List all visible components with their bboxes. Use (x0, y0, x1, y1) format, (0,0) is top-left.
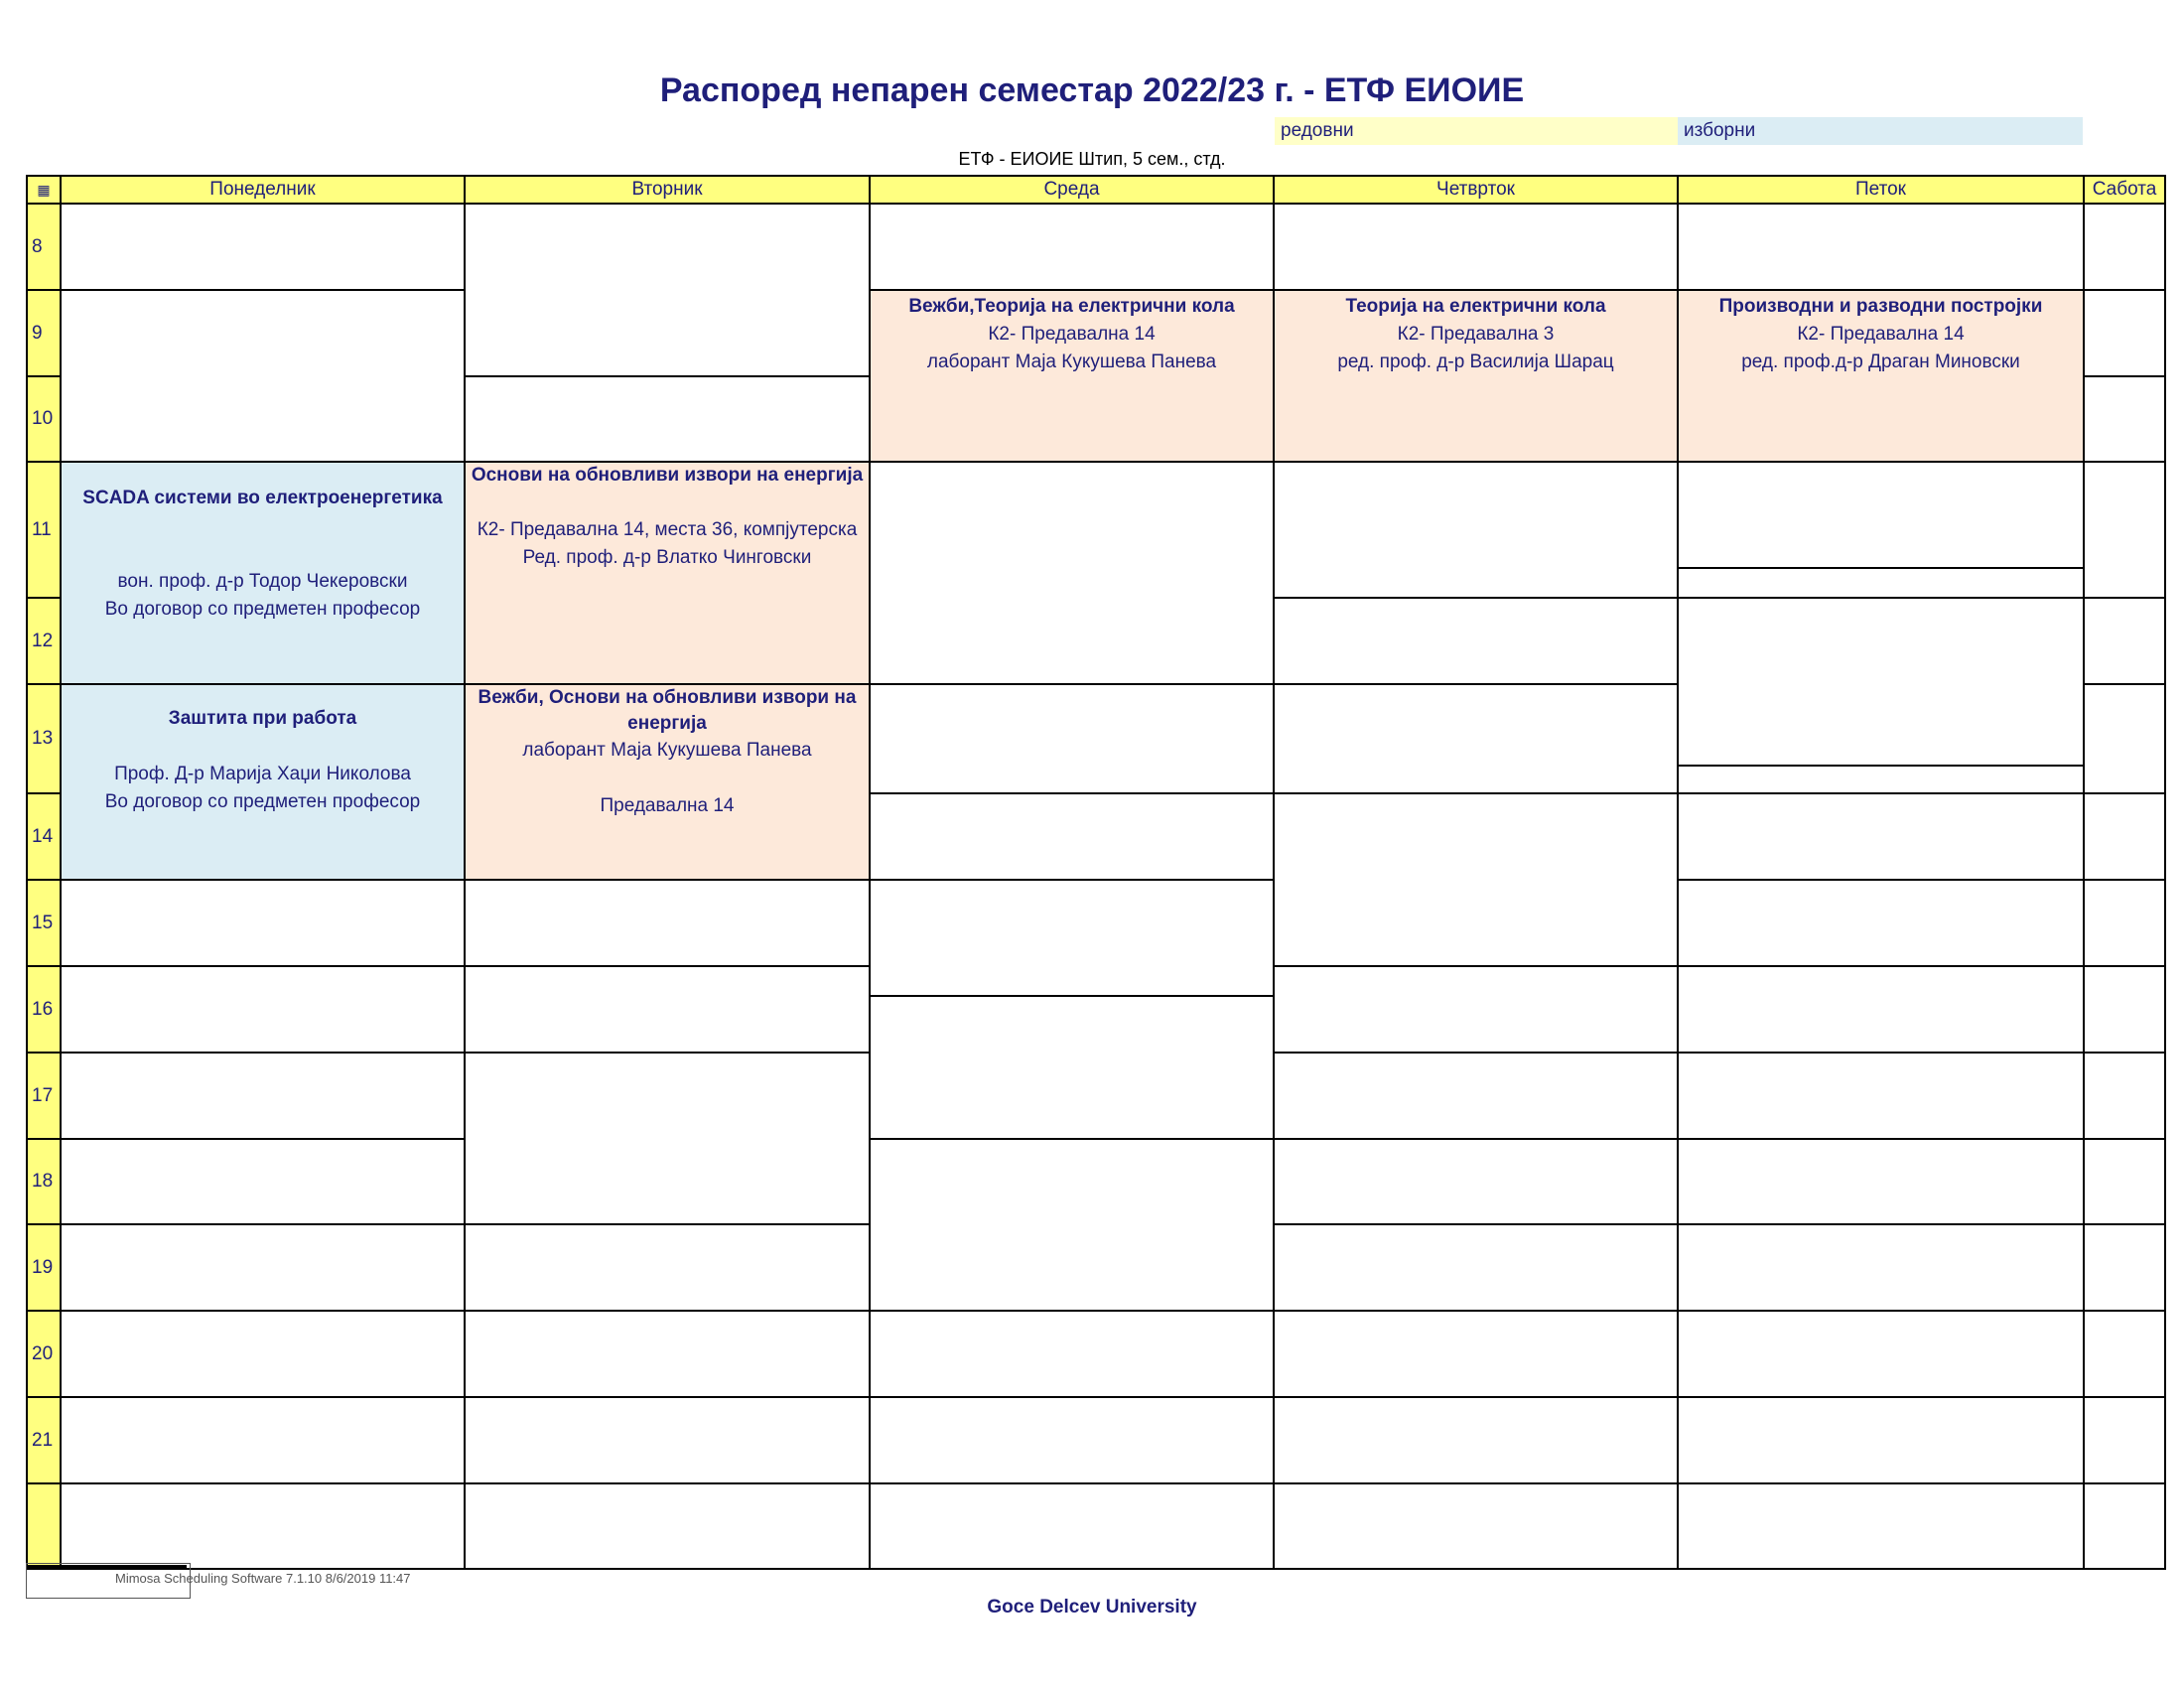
hour-label: 15 (26, 879, 62, 967)
day-header-friday: Петок (1677, 175, 2085, 205)
event-title: Вежби,Теорија на електрични кола (908, 296, 1235, 317)
hour-label: 10 (26, 375, 62, 463)
empty-slot[interactable] (464, 1482, 871, 1570)
event-mon-work-safety[interactable] (60, 683, 466, 881)
event-title: Основи на обновливи извори на енергија (471, 465, 864, 486)
empty-slot[interactable] (2083, 289, 2166, 377)
empty-slot[interactable] (869, 995, 1275, 1140)
event-note: Во договор со предметен професор (104, 599, 421, 620)
empty-slot[interactable] (1273, 683, 1679, 794)
empty-slot[interactable] (1677, 1396, 2085, 1484)
hour-label: 16 (26, 965, 62, 1054)
event-mon-scada[interactable] (60, 461, 466, 685)
empty-slot[interactable] (1677, 461, 2085, 569)
event-line (62, 512, 464, 540)
empty-slot[interactable] (2083, 597, 2166, 685)
empty-slot[interactable] (60, 965, 466, 1054)
event-title: Теорија на електрични кола (1345, 296, 1606, 317)
empty-slot[interactable] (869, 203, 1275, 291)
empty-slot[interactable] (1677, 879, 2085, 967)
empty-slot[interactable] (2083, 1482, 2166, 1570)
day-header-saturday: Сабота (2083, 175, 2166, 205)
event-teacher: Проф. Д-р Марија Хаџи Николова (114, 764, 411, 784)
event-title: Производни и разводни постројки (1718, 296, 2043, 317)
empty-slot[interactable] (2083, 461, 2166, 599)
empty-slot[interactable] (464, 1310, 871, 1398)
empty-slot[interactable] (1677, 1482, 2085, 1570)
event-note: Во договор со предметен професор (104, 791, 421, 812)
event-title: SCADA системи во електроенергетика (82, 488, 443, 508)
empty-slot[interactable] (1677, 597, 2085, 767)
empty-slot[interactable] (60, 1396, 466, 1484)
empty-slot[interactable] (2083, 965, 2166, 1054)
empty-slot[interactable] (2083, 1223, 2166, 1312)
event-room: К2- Предавална 14, места 36, компјутерска (477, 519, 858, 540)
software-credit: Mimosa Scheduling Software 7.1.10 8/6/2019 11:47 (115, 1571, 411, 1586)
hour-label: 20 (26, 1310, 62, 1398)
event-teacher: ред. проф.д-р Драган Миновски (1741, 352, 2020, 372)
empty-slot[interactable] (464, 1052, 871, 1225)
empty-slot[interactable] (60, 1310, 466, 1398)
empty-slot[interactable] (1273, 965, 1679, 1054)
event-line (62, 733, 464, 761)
empty-slot[interactable] (464, 879, 871, 967)
empty-slot[interactable] (2083, 1310, 2166, 1398)
hour-label: 12 (26, 597, 62, 685)
empty-slot[interactable] (2083, 683, 2166, 794)
empty-slot[interactable] (1677, 203, 2085, 291)
empty-slot[interactable] (464, 203, 871, 377)
empty-slot[interactable] (2083, 1396, 2166, 1484)
empty-slot[interactable] (869, 792, 1275, 881)
legend-optional: изборни (1678, 117, 2083, 145)
event-room: К2- Предавална 14 (1797, 324, 1965, 345)
empty-slot[interactable] (2083, 1052, 2166, 1140)
hour-label (26, 1482, 62, 1570)
empty-slot[interactable] (60, 1482, 466, 1570)
empty-slot[interactable] (1273, 792, 1679, 967)
empty-slot[interactable] (464, 375, 871, 463)
empty-slot[interactable] (1677, 1310, 2085, 1398)
event-teacher: вон. проф. д-р Тодор Чекеровски (117, 571, 408, 592)
hour-label: 9 (26, 289, 62, 377)
event-teacher: лаборант Маја Кукушева Панева (522, 740, 812, 761)
empty-slot[interactable] (60, 1052, 466, 1140)
event-room: К2- Предавална 14 (988, 324, 1156, 345)
event-wed-tek-exercises[interactable] (869, 289, 1275, 463)
hour-label: 17 (26, 1052, 62, 1140)
empty-slot[interactable] (1273, 461, 1679, 599)
empty-slot[interactable] (869, 1138, 1275, 1312)
event-teacher: Ред. проф. д-р Влатко Чинговски (522, 547, 812, 568)
empty-slot[interactable] (1273, 1223, 1679, 1312)
empty-slot[interactable] (1273, 1482, 1679, 1570)
page-title: Распоред непарен семестар 2022/23 г. - ЕТФ ЕИОИЕ (659, 71, 1525, 109)
empty-slot[interactable] (1677, 567, 2085, 599)
software-logo-bar (28, 1565, 187, 1570)
day-header-thursday: Четврток (1273, 175, 1679, 205)
empty-slot[interactable] (60, 1138, 466, 1225)
legend-regular: редовни (1275, 117, 1678, 145)
day-header-tuesday: Вторник (464, 175, 871, 205)
hour-label: 21 (26, 1396, 62, 1484)
empty-slot[interactable] (2083, 203, 2166, 291)
hour-label: 13 (26, 683, 62, 794)
event-teacher: ред. проф. д-р Василија Шарац (1337, 352, 1614, 372)
day-header-monday: Понеделник (60, 175, 466, 205)
event-line (466, 765, 869, 792)
grid-corner-icon: ▦ (26, 175, 62, 205)
empty-slot[interactable] (2083, 879, 2166, 967)
empty-slot[interactable] (1677, 1138, 2085, 1225)
event-teacher: лаборант Маја Кукушева Панева (926, 352, 1217, 372)
empty-slot[interactable] (869, 1482, 1275, 1570)
hour-label: 14 (26, 792, 62, 881)
event-room: Предавална 14 (600, 795, 735, 816)
empty-slot[interactable] (1273, 1396, 1679, 1484)
empty-slot[interactable] (1677, 765, 2085, 794)
empty-slot[interactable] (464, 1223, 871, 1312)
empty-slot[interactable] (1273, 1052, 1679, 1140)
event-line (62, 540, 464, 568)
hour-label: 11 (26, 461, 62, 599)
empty-slot[interactable] (1273, 203, 1679, 291)
empty-slot[interactable] (1273, 597, 1679, 685)
empty-slot[interactable] (869, 1396, 1275, 1484)
timetable-subtitle: ЕТФ - ЕИОИЕ Штип, 5 сем., стд. (958, 149, 1226, 169)
event-room: К2- Предавална 3 (1397, 324, 1555, 345)
empty-slot[interactable] (464, 965, 871, 1054)
hour-label: 19 (26, 1223, 62, 1312)
empty-slot[interactable] (464, 1396, 871, 1484)
empty-slot[interactable] (2083, 792, 2166, 881)
empty-slot[interactable] (60, 1223, 466, 1312)
empty-slot[interactable] (869, 683, 1275, 794)
event-line (466, 489, 869, 516)
empty-slot[interactable] (60, 879, 466, 967)
empty-slot[interactable] (1273, 1310, 1679, 1398)
empty-slot[interactable] (1677, 1052, 2085, 1140)
empty-slot[interactable] (2083, 1138, 2166, 1225)
event-title: Вежби, Основи на обновливи извори на енергија (478, 687, 857, 734)
empty-slot[interactable] (869, 461, 1275, 685)
university-name: Goce Delcev University (987, 1597, 1197, 1618)
empty-slot[interactable] (60, 289, 466, 463)
hour-label: 18 (26, 1138, 62, 1225)
empty-slot[interactable] (1677, 792, 2085, 881)
empty-slot[interactable] (1273, 1138, 1679, 1225)
empty-slot[interactable] (2083, 375, 2166, 463)
empty-slot[interactable] (1677, 1223, 2085, 1312)
event-thu-tek-lecture[interactable] (1273, 289, 1679, 463)
event-tue-renewables-exercises[interactable] (464, 683, 871, 881)
event-fri-substations[interactable] (1677, 289, 2085, 463)
empty-slot[interactable] (60, 203, 466, 291)
event-tue-renewables-lecture[interactable] (464, 461, 871, 685)
empty-slot[interactable] (869, 879, 1275, 997)
hour-label: 8 (26, 203, 62, 291)
event-title: Заштита при работа (168, 708, 357, 729)
day-header-wednesday: Среда (869, 175, 1275, 205)
empty-slot[interactable] (1677, 965, 2085, 1054)
empty-slot[interactable] (869, 1310, 1275, 1398)
